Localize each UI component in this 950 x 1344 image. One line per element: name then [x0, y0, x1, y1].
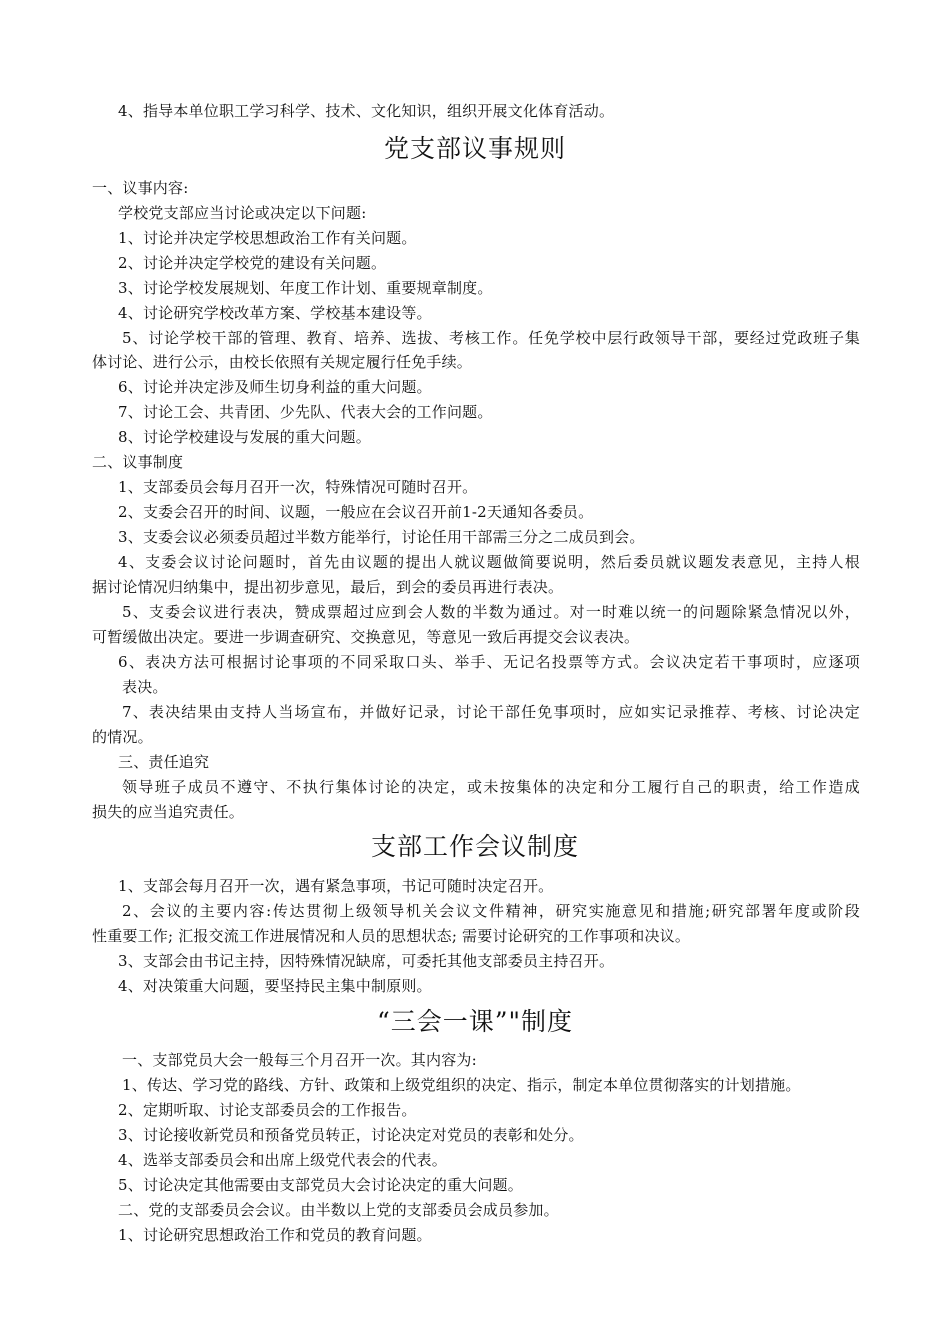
- paragraph-line: 7、表决结果由支持人当场宣布，并做好记录，讨论干部任免事项时，应如实记录推荐、考核、讨论决定: [122, 703, 860, 721]
- paragraph-line: 据讨论情况归纳集中，提出初步意见，最后，到会的委员再进行表决。: [92, 578, 564, 596]
- paragraph-line: 的情况。: [92, 728, 153, 746]
- paragraph-line: 5、讨论学校干部的管理、教育、培养、选拔、考核工作。任免学校中层行政领导干部，要经过党政班子集: [122, 329, 860, 347]
- paragraph-line: 表决。: [122, 678, 168, 696]
- paragraph-line: 性重要工作; 汇报交流工作进展情况和人员的思想状态; 需要讨论研究的工作事项和决议。: [92, 927, 691, 945]
- paragraph-line: 领导班子成员不遵守、不执行集体讨论的决定，或未按集体的决定和分工履行自己的职责，给工作造成: [122, 778, 860, 796]
- paragraph-line: 1、讨论并决定学校思想政治工作有关问题。: [118, 229, 417, 247]
- paragraph-line: 8、讨论学校建设与发展的重大问题。: [118, 428, 371, 446]
- subheading-line: 一、支部党员大会一般每三个月召开一次。其内容为:: [122, 1051, 477, 1069]
- paragraph-line: 3、支委会议必须委员超过半数方能举行，讨论任用干部需三分之二成员到会。: [118, 528, 645, 546]
- paragraph-line: 3、讨论接收新党员和预备党员转正，讨论决定对党员的表彰和处分。: [118, 1126, 584, 1144]
- paragraph-line: 3、讨论学校发展规划、年度工作计划、重要规章制度。: [118, 279, 493, 297]
- section-heading-party-branch-rules: 党支部议事规则: [383, 134, 566, 163]
- paragraph-line: 1、支部会每月召开一次，遇有紧急事项，书记可随时决定召开。: [118, 877, 554, 895]
- paragraph-line: 学校党支部应当讨论或决定以下问题:: [118, 204, 367, 222]
- paragraph-line: 损失的应当追究责任。: [92, 803, 245, 821]
- paragraph-line: 5、支委会议进行表决，赞成票超过应到会人数的半数为通过。对一时难以统一的问题除紧急情况以外，: [122, 603, 860, 621]
- paragraph-line: 4、选举支部委员会和出席上级党代表会的代表。: [118, 1151, 447, 1169]
- paragraph-line: 可暂缓做出决定。要进一步调查研究、交换意见，等意见一致后再提交会议表决。: [92, 628, 640, 646]
- subheading-line: 二、党的支部委员会会议。由半数以上党的支部委员会成员参加。: [118, 1201, 559, 1219]
- paragraph-line: 6、讨论并决定涉及师生切身利益的重大问题。: [118, 378, 432, 396]
- paragraph-line: 4、指导本单位职工学习科学、技术、文化知识，组织开展文化体育活动。: [118, 102, 615, 120]
- paragraph-line: 2、定期听取、讨论支部委员会的工作报告。: [118, 1101, 417, 1119]
- paragraph-line: 4、支委会议讨论问题时，首先由议题的提出人就议题做简要说明，然后委员就议题发表意见，主持人根: [118, 553, 860, 571]
- paragraph-line: 体讨论、进行公示，由校长依照有关规定履行任免手续。: [92, 353, 473, 371]
- paragraph-line: 6、表决方法可根据讨论事项的不同采取口头、举手、无记名投票等方式。会议决定若干事项时，应逐项: [118, 653, 860, 671]
- paragraph-line: 1、讨论研究思想政治工作和党员的教育问题。: [118, 1226, 432, 1244]
- paragraph-line: 4、对决策重大问题，要坚持民主集中制原则。: [118, 977, 432, 995]
- paragraph-line: 3、支部会由书记主持，因特殊情况缺席，可委托其他支部委员主持召开。: [118, 952, 615, 970]
- subheading-line: 三、责任追究: [118, 753, 210, 771]
- paragraph-line: 1、传达、学习党的路线、方针、政策和上级党组织的决定、指示，制定本单位贯彻落实的计划措施。: [122, 1076, 801, 1094]
- subheading-line: 一、议事内容:: [92, 179, 189, 197]
- section-heading-branch-work-meeting: 支部工作会议制度: [370, 832, 579, 861]
- subheading-line: 二、议事制度: [92, 453, 184, 471]
- paragraph-line: 4、讨论研究学校改革方案、学校基本建设等。: [118, 304, 432, 322]
- paragraph-line: 5、讨论决定其他需要由支部党员大会讨论决定的重大问题。: [118, 1176, 523, 1194]
- paragraph-line: 2、支委会召开的时间、议题，一般应在会议召开前1-2天通知各委员。: [118, 503, 594, 521]
- paragraph-line: 1、支部委员会每月召开一次，特殊情况可随时召开。: [118, 478, 478, 496]
- paragraph-line: 2、讨论并决定学校党的建设有关问题。: [118, 254, 387, 272]
- paragraph-line: 7、讨论工会、共青团、少先队、代表大会的工作问题。: [118, 403, 493, 421]
- section-heading-three-meetings-one-lesson: “三会一课”"制度: [376, 1007, 574, 1036]
- paragraph-line: 2、会议的主要内容:传达贯彻上级领导机关会议文件精神，研究实施意见和措施;研究部署年度或阶段: [122, 902, 860, 920]
